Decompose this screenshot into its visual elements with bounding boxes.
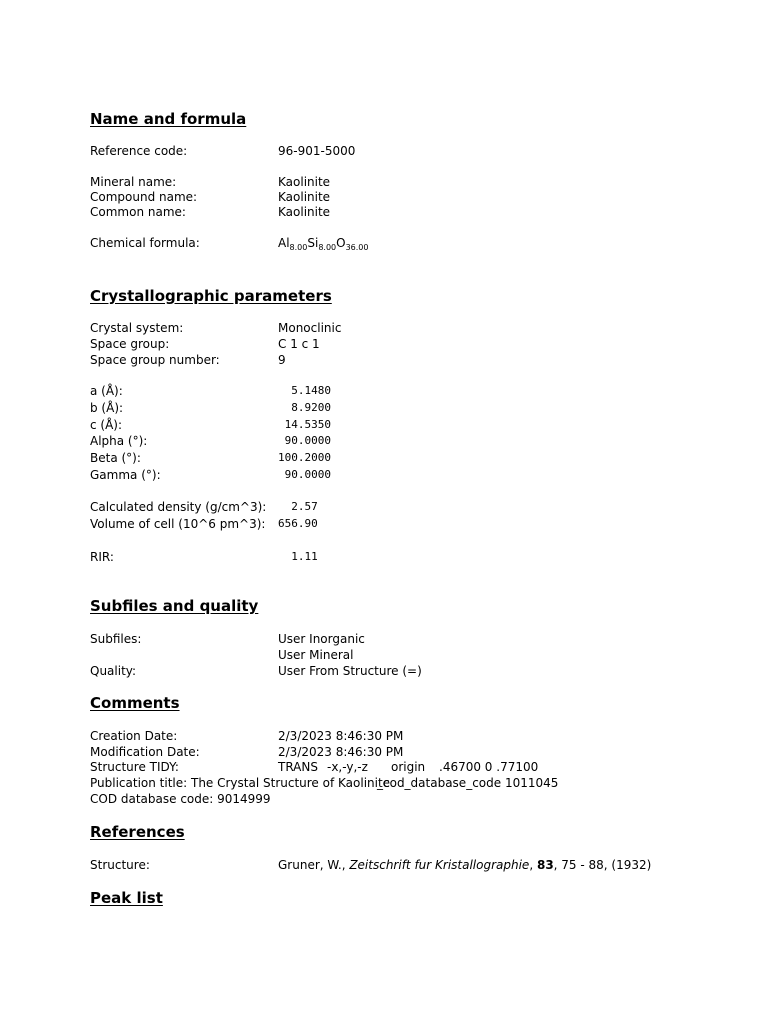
quality-label: Quality: (90, 664, 137, 678)
section-heading-comments: Comments (90, 694, 180, 712)
subfiles-value-mineral: User Mineral (278, 648, 354, 662)
rir-label: RIR: (90, 550, 114, 564)
mineral-name-label: Mineral name: (90, 175, 177, 189)
publication-title: Publication title: The Crystal Structure of Kaolinite (90, 776, 391, 790)
formula-subscript-si: 8.00 (318, 243, 337, 252)
space-group-label: Space group: (90, 337, 170, 351)
reference-sep: , (529, 858, 537, 872)
subfiles-value-inorganic: User Inorganic (278, 632, 365, 646)
a-value: 5.1480 (278, 384, 331, 397)
space-group-number-label: Space group number: (90, 353, 220, 367)
reference-volume: 83 (536, 858, 554, 872)
section-heading-name-formula: Name and formula (90, 110, 247, 128)
volume-value: 656.90 (278, 517, 318, 530)
rir-value: 1.11 (278, 550, 318, 563)
compound-name-value: Kaolinite (278, 190, 331, 204)
b-label: b (Å): (90, 401, 124, 415)
reference-code-value: 96-901-5000 (278, 144, 356, 158)
publication-title-line (90, 776, 558, 790)
gamma-value: 90.0000 (278, 468, 331, 481)
reference-code-label: Reference code: (90, 144, 188, 158)
creation-date-value: 2/3/2023 8:46:30 PM (278, 729, 404, 743)
space-group-number-value: 9 (278, 353, 286, 367)
quality-value: User From Structure (=) (278, 664, 422, 678)
beta-value: 100.2000 (278, 451, 331, 464)
section-heading-subfiles: Subfiles and quality (90, 597, 259, 615)
formula-subscript-al: 8.00 (289, 243, 308, 252)
beta-label: Beta (°): (90, 451, 141, 465)
creation-date-label: Creation Date: (90, 729, 178, 743)
b-value: 8.9200 (278, 401, 331, 414)
formula-subscript-o: 36.00 (345, 243, 369, 252)
a-label: a (Å): (90, 384, 123, 398)
modification-date-label: Modification Date: (90, 745, 200, 759)
cod-database-code: COD database code: 9014999 (90, 792, 271, 806)
structure-tidy-value (278, 760, 538, 774)
structure-reference-label: Structure: (90, 858, 150, 872)
formula-element-o: O (336, 236, 346, 250)
formula-element-al: Al (278, 236, 290, 250)
formula-element-si: Si (307, 236, 319, 250)
structure-reference-value (278, 858, 651, 872)
chemical-formula-value (278, 236, 368, 250)
section-heading-references: References (90, 823, 185, 841)
alpha-label: Alpha (°): (90, 434, 148, 448)
volume-label: Volume of cell (10^6 pm^3): (90, 517, 266, 531)
density-value: 2.57 (278, 500, 318, 513)
mineral-name-value: Kaolinite (278, 175, 331, 189)
common-name-value: Kaolinite (278, 205, 331, 219)
crystal-system-label: Crystal system: (90, 321, 184, 335)
crystal-system-value: Monoclinic (278, 321, 342, 335)
structure-tidy-label: Structure TIDY: (90, 760, 179, 774)
reference-journal: Zeitschrift fur Kristallographie (349, 858, 530, 872)
reference-pages: , 75 - 88, (1932) (553, 858, 652, 872)
subfiles-label: Subfiles: (90, 632, 142, 646)
cod-database-code-inline: _cod_database_code 1011045 (377, 776, 559, 790)
c-label: c (Å): (90, 418, 123, 432)
tidy-origin-label: origin (391, 760, 426, 774)
compound-name-label: Compound name: (90, 190, 198, 204)
density-label: Calculated density (g/cm^3): (90, 500, 267, 514)
alpha-value: 90.0000 (278, 434, 331, 447)
tidy-transform: -x,-y,-z (327, 760, 368, 774)
section-heading-peak-list: Peak list (90, 889, 163, 907)
common-name-label: Common name: (90, 205, 186, 219)
tidy-trans: TRANS (278, 760, 318, 774)
c-value: 14.5350 (278, 418, 331, 431)
section-heading-crystallographic: Crystallographic parameters (90, 287, 332, 305)
tidy-origin-value: .46700 0 .77100 (439, 760, 539, 774)
gamma-label: Gamma (°): (90, 468, 161, 482)
modification-date-value: 2/3/2023 8:46:30 PM (278, 745, 404, 759)
space-group-value: C 1 c 1 (278, 337, 320, 351)
reference-author: Gruner, W., (278, 858, 350, 872)
chemical-formula-label: Chemical formula: (90, 236, 200, 250)
